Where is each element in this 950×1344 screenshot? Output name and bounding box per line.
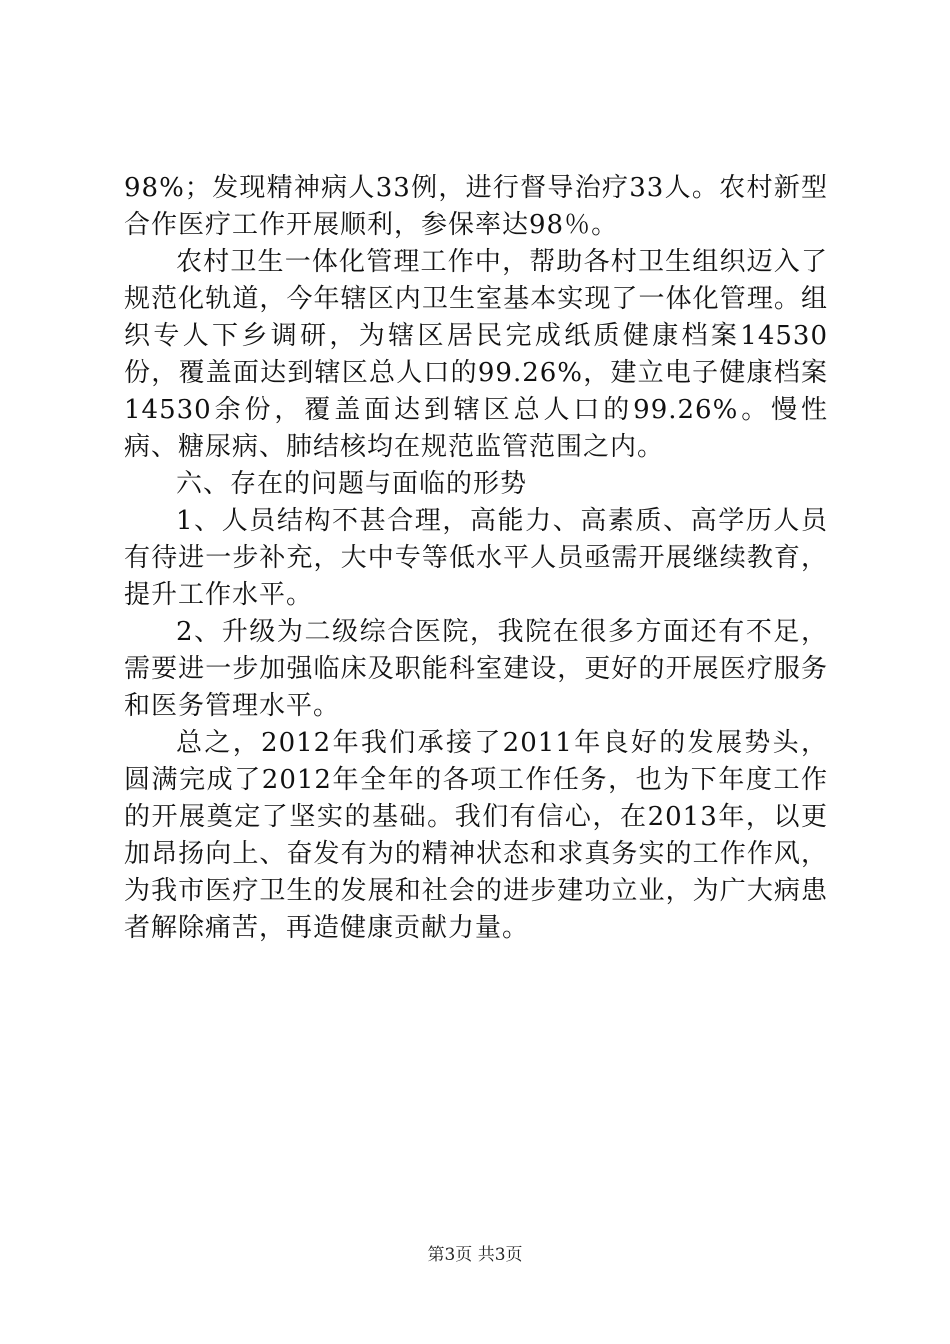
paragraph-continuation: 98%；发现精神病人33例，进行督导治疗33人。农村新型合作医疗工作开展顺利，参保率达98％。 [124,173,828,240]
page-footer: 第3页 共3页 [427,1245,523,1265]
paragraph-rural-health: 农村卫生一体化管理工作中，帮助各村卫生组织迈入了规范化轨道，今年辖区内卫生室基本实现了一体化管理。组织专人下乡调研，为辖区居民完成纸质健康档案14530份，覆盖面达到辖区总人口的99.26%，建立电子健康档案14530余份，覆盖面达到辖区总人口的99.26%。慢性病、糖尿病、肺结核均在规范监管范围之内。 [124,247,828,462]
paragraph-problem-1: 1、人员结构不甚合理，高能力、高素质、高学历人员有待进一步补充，大中专等低水平人员亟需开展继续教育，提升工作水平。 [124,506,828,610]
paragraph-problem-2: 2、升级为二级综合医院，我院在很多方面还有不足，需要进一步加强临床及职能科室建设，更好的开展医疗服务和医务管理水平。 [124,617,828,721]
document-body [124,170,828,947]
section-heading-problems: 六、存在的问题与面临的形势 [176,469,528,499]
paragraph-summary: 总之，2012年我们承接了2011年良好的发展势头，圆满完成了2012年全年的各项工作任务，也为下年度工作的开展奠定了坚实的基础。我们有信心，在2013年，以更加昂扬向上、奋发有为的精神状态和求真务实的工作作风，为我市医疗卫生的发展和社会的进步建功立业，为广大病患者解除痛苦，再造健康贡献力量。 [124,728,828,943]
